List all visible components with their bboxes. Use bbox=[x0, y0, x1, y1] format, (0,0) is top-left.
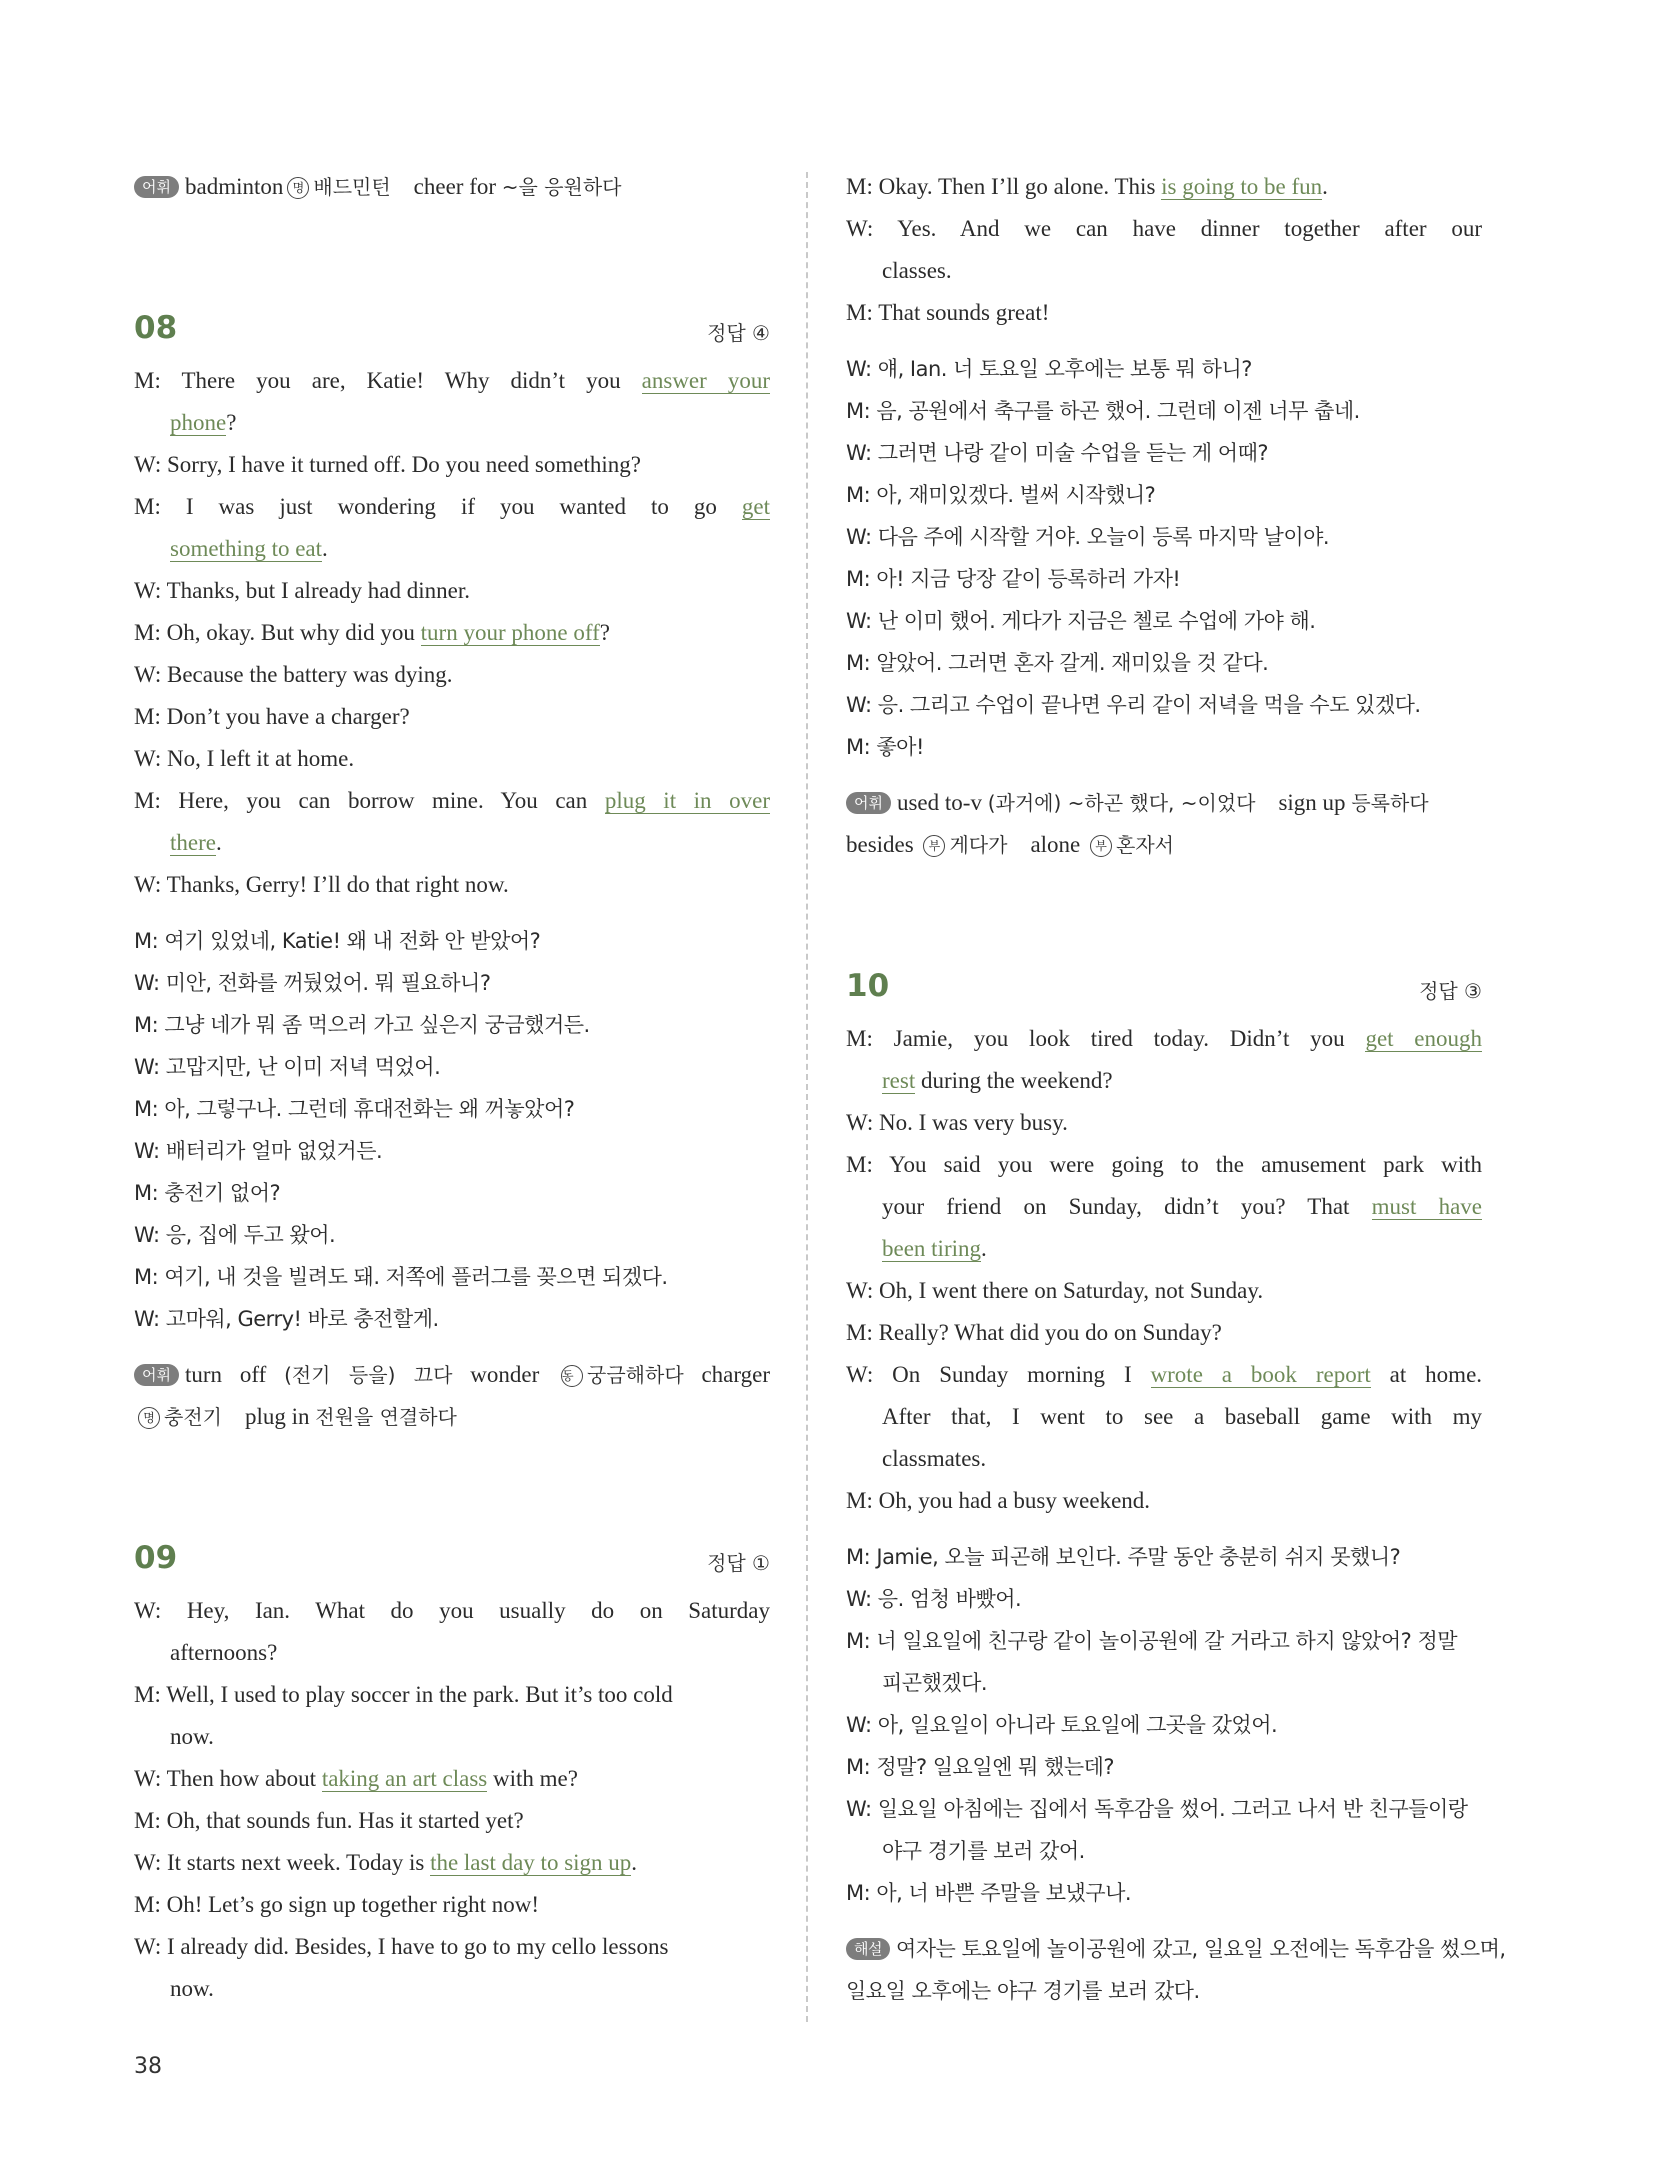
section-number: 10 bbox=[846, 968, 890, 1004]
dialogue-line: afternoons? bbox=[170, 1640, 278, 1665]
dialogue-line: M: Oh! Let’s go sign up together right now! bbox=[134, 1892, 540, 1917]
explain-badge: 해설 bbox=[846, 1938, 890, 1960]
dialogue-line: M: Here, you can borrow mine. You can plug it in over bbox=[134, 788, 770, 813]
key-phrase: turn your phone off bbox=[420, 620, 600, 645]
dialogue-line: rest during the weekend? bbox=[882, 1068, 1113, 1093]
translation-line: M: 아, 너 바쁜 주말을 보냈구나. bbox=[846, 1881, 1132, 1905]
dialogue-line: M: Jamie, you look tired today. Didn’t you get enough bbox=[846, 1026, 1483, 1051]
dialogue-line: M: Really? What did you do on Sunday? bbox=[846, 1320, 1222, 1345]
section-09-translation bbox=[846, 348, 1482, 768]
key-phrase: plug it in over bbox=[604, 788, 770, 813]
translation-line: W: 일요일 아침에는 집에서 독후감을 썼어. 그러고 나서 반 친구들이랑 bbox=[846, 1797, 1468, 1821]
dialogue-line: W: Yes. And we can have dinner together after our bbox=[846, 216, 1483, 241]
key-phrase: rest bbox=[882, 1068, 916, 1093]
dialogue-line: W: Oh, I went there on Saturday, not Sunday. bbox=[846, 1278, 1264, 1303]
dialogue-line: W: Thanks, but I already had dinner. bbox=[134, 578, 470, 603]
translation-line: M: 아, 그렇구나. 그런데 휴대전화는 왜 꺼놓았어? bbox=[134, 1097, 575, 1121]
key-phrase: something to eat bbox=[170, 536, 323, 561]
dialogue-line: M: Oh, that sounds fun. Has it started yet? bbox=[134, 1808, 524, 1833]
translation-line: M: 좋아! bbox=[846, 735, 924, 759]
dialogue-line: M: You said you were going to the amusement park with bbox=[846, 1152, 1482, 1177]
dialogue-line: there. bbox=[170, 830, 222, 855]
key-phrase: get bbox=[741, 494, 770, 519]
translation-line: M: 그냥 네가 뭐 좀 먹으러 가고 싶은지 궁금했거든. bbox=[134, 1013, 590, 1037]
verb-mark: 동 bbox=[561, 1365, 583, 1387]
dialogue-line: phone? bbox=[170, 410, 237, 435]
translation-line: M: 음, 공원에서 축구를 하곤 했어. 그런데 이젠 너무 춥네. bbox=[846, 399, 1360, 423]
dialogue-line: W: On Sunday morning I wrote a book report at home. bbox=[846, 1362, 1483, 1387]
answer-label: 정답 ③ bbox=[1419, 979, 1482, 1003]
key-phrase: is going to be fun bbox=[1161, 174, 1323, 199]
translation-line: W: 고마워, Gerry! 바로 충전할게. bbox=[134, 1307, 439, 1331]
translation-line: M: 아! 지금 당장 같이 등록하러 가자! bbox=[846, 567, 1181, 591]
vocab-badge: 어휘 bbox=[134, 1364, 179, 1386]
answer-label: 정답 ① bbox=[707, 1551, 770, 1575]
key-phrase: phone bbox=[170, 410, 227, 435]
dialogue-line: M: Okay. Then I’ll go alone. This is going to be fun. bbox=[846, 174, 1328, 199]
section-10-translation bbox=[846, 1536, 1482, 1914]
translation-line: W: 고맙지만, 난 이미 저녁 먹었어. bbox=[134, 1055, 441, 1079]
adverb-mark: 부 bbox=[923, 835, 945, 857]
translation-line: W: 아, 일요일이 아니라 토요일에 그곳을 갔었어. bbox=[846, 1713, 1278, 1737]
translation-line: W: 응, 집에 두고 왔어. bbox=[134, 1223, 336, 1247]
dialogue-line: classmates. bbox=[882, 1446, 987, 1471]
translation-line: 피곤했겠다. bbox=[882, 1671, 988, 1695]
noun-mark: 명 bbox=[287, 177, 309, 199]
translation-line: W: 미안, 전화를 꺼뒀었어. 뭐 필요하니? bbox=[134, 971, 491, 995]
translation-line: M: 여기, 내 것을 빌려도 돼. 저쪽에 플러그를 꽂으면 되겠다. bbox=[134, 1265, 668, 1289]
section-10-explanation: 해설 여자는 토요일에 놀이공원에 갔고, 일요일 오전에는 독후감을 썼으며, 일요일 오후에는 야구 경기를 보러 갔다. bbox=[846, 1937, 1506, 2003]
key-phrase: answer your bbox=[641, 368, 771, 393]
adverb-mark: 부 bbox=[1090, 835, 1112, 857]
translation-line: W: 얘, Ian. 너 토요일 오후에는 보통 뭐 하니? bbox=[846, 357, 1252, 381]
section-10-dialogue bbox=[846, 1018, 1482, 1522]
translation-line: W: 난 이미 했어. 게다가 지금은 첼로 수업에 가야 해. bbox=[846, 609, 1316, 633]
translation-line: W: 응. 엄청 바빴어. bbox=[846, 1587, 1022, 1611]
translation-line: W: 응. 그리고 수업이 끝나면 우리 같이 저녁을 먹을 수도 있겠다. bbox=[846, 693, 1421, 717]
dialogue-line: M: There you are, Katie! Why didn’t you answer your bbox=[134, 368, 771, 393]
dialogue-line: now. bbox=[170, 1976, 214, 2001]
translation-line: M: 충전기 없어? bbox=[134, 1181, 281, 1205]
dialogue-line: M: Oh, you had a busy weekend. bbox=[846, 1488, 1151, 1513]
section-09-dialogue-cont bbox=[846, 166, 1482, 334]
translation-line: M: 너 일요일에 친구랑 같이 놀이공원에 갈 거라고 하지 않았어? 정말 bbox=[846, 1629, 1458, 1653]
translation-line: 야구 경기를 보러 갔어. bbox=[882, 1839, 1085, 1863]
dialogue-line: M: Don’t you have a charger? bbox=[134, 704, 410, 729]
answer-label: 정답 ④ bbox=[707, 321, 770, 345]
vocab-badge: 어휘 bbox=[134, 176, 179, 198]
dialogue-line: now. bbox=[170, 1724, 214, 1749]
noun-mark: 명 bbox=[138, 1407, 160, 1429]
section-08-translation bbox=[134, 920, 770, 1340]
key-phrase: taking an art class bbox=[321, 1766, 488, 1791]
translation-line: M: 아, 재미있겠다. 벌써 시작했니? bbox=[846, 483, 1156, 507]
key-phrase: must have bbox=[1371, 1194, 1482, 1219]
right-column bbox=[846, 166, 1506, 2012]
translation-line: M: 정말? 일요일엔 뭐 했는데? bbox=[846, 1755, 1115, 1779]
dialogue-line: M: I was just wondering if you wanted to go get bbox=[134, 494, 770, 519]
section-number: 08 bbox=[134, 310, 178, 346]
section-09-dialogue bbox=[134, 1590, 770, 2010]
page-number: 38 bbox=[134, 2054, 162, 2079]
dialogue-line: W: Then how about taking an art class with me? bbox=[134, 1766, 578, 1791]
section-09-header bbox=[134, 1532, 770, 1576]
dialogue-line: M: That sounds great! bbox=[846, 300, 1050, 325]
dialogue-line: M: Well, I used to play soccer in the park. But it’s too cold bbox=[134, 1682, 673, 1707]
dialogue-line: W: Because the battery was dying. bbox=[134, 662, 453, 687]
column-divider bbox=[806, 172, 808, 2022]
section-09-vocab: 어휘 used to-v (과거에) ~하곤 했다, ~이었다 sign up 등록하다 besides 부 게다가 alone 부 혼자서 bbox=[846, 790, 1429, 857]
left-column bbox=[134, 166, 770, 2010]
key-phrase: the last day to sign up bbox=[430, 1850, 632, 1875]
key-phrase: there bbox=[170, 830, 216, 855]
dialogue-line: W: No. I was very busy. bbox=[846, 1110, 1068, 1135]
translation-line: W: 다음 주에 시작할 거야. 오늘이 등록 마지막 날이야. bbox=[846, 525, 1330, 549]
dialogue-line: something to eat. bbox=[170, 536, 328, 561]
dialogue-line: W: No, I left it at home. bbox=[134, 746, 355, 771]
translation-line: M: 여기 있었네, Katie! 왜 내 전화 안 받았어? bbox=[134, 929, 541, 953]
dialogue-line: been tiring. bbox=[882, 1236, 987, 1261]
dialogue-line: classes. bbox=[882, 258, 952, 283]
dialogue-line: M: Oh, okay. But why did you turn your phone off? bbox=[134, 620, 610, 645]
dialogue-line: W: I already did. Besides, I have to go to my cello lessons bbox=[134, 1934, 669, 1959]
dialogue-line: W: Sorry, I have it turned off. Do you need something? bbox=[134, 452, 641, 477]
translation-line: M: Jamie, 오늘 피곤해 보인다. 주말 동안 충분히 쉬지 못했니? bbox=[846, 1545, 1401, 1569]
translation-line: W: 그러면 나랑 같이 미술 수업을 듣는 게 어때? bbox=[846, 441, 1269, 465]
vocab-badge: 어휘 bbox=[846, 792, 891, 814]
dialogue-line: your friend on Sunday, didn’t you? That must have bbox=[882, 1194, 1482, 1219]
dialogue-line: After that, I went to see a baseball game with my bbox=[882, 1404, 1482, 1429]
dialogue-line: W: Hey, Ian. What do you usually do on Saturday bbox=[134, 1598, 771, 1623]
key-phrase: wrote a book report bbox=[1150, 1362, 1371, 1387]
section-08-dialogue bbox=[134, 360, 770, 906]
translation-line: M: 알았어. 그러면 혼자 갈게. 재미있을 것 같다. bbox=[846, 651, 1269, 675]
dialogue-line: W: Thanks, Gerry! I’ll do that right now. bbox=[134, 872, 509, 897]
section-10-header bbox=[846, 960, 1482, 1004]
section-08-vocab: 어휘 turn off (전기 등을) 끄다 wonder 동 궁금해하다 charger 명 충전기 plug in 전원을 연결하다 bbox=[134, 1354, 770, 1438]
section-08-header bbox=[134, 302, 770, 346]
key-phrase: get enough bbox=[1365, 1026, 1483, 1051]
dialogue-line: W: It starts next week. Today is the last day to sign up. bbox=[134, 1850, 638, 1875]
section-number: 09 bbox=[134, 1540, 178, 1576]
key-phrase: been tiring bbox=[882, 1236, 981, 1261]
vocab-07: 어휘 badminton 명 배드민턴 cheer for ~을 응원하다 bbox=[134, 166, 770, 208]
translation-line: W: 배터리가 얼마 없었거든. bbox=[134, 1139, 383, 1163]
